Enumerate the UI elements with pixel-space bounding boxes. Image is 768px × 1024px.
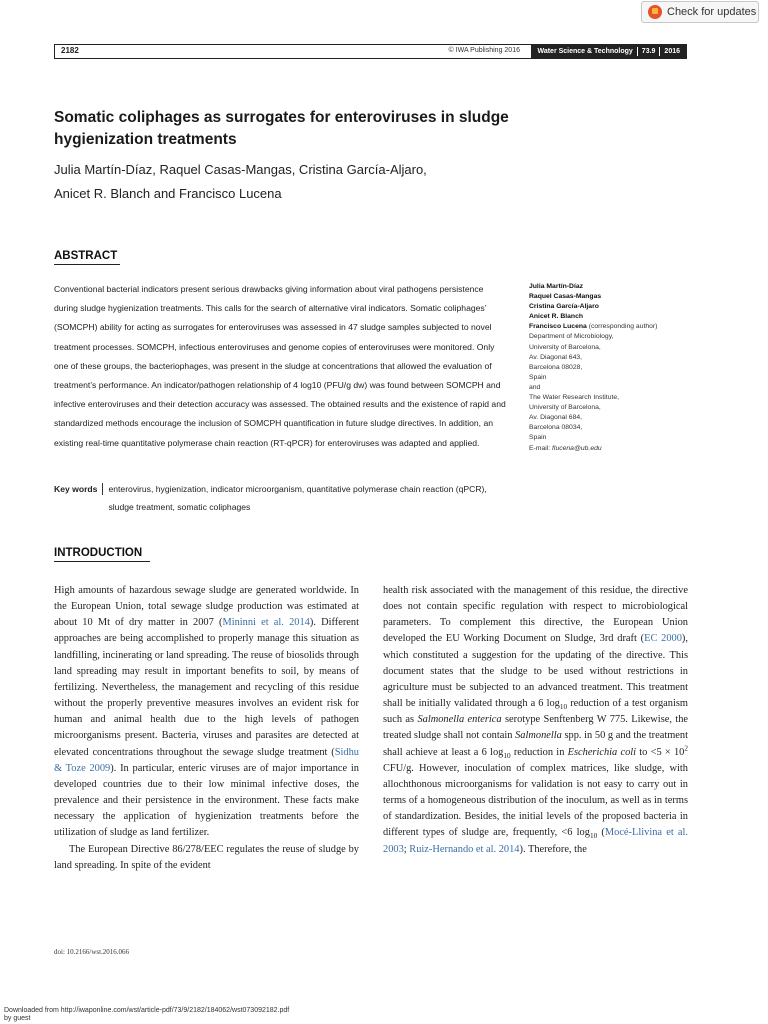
affil-author: Francisco Lucena	[529, 323, 587, 331]
text-run: ). Therefore, the	[519, 843, 587, 855]
affil-line: Av. Diagonal 684,	[529, 414, 583, 422]
affil-line: University of Barcelona,	[529, 404, 601, 412]
text-run: ). In particular, enteric viruses are of major importance in developed countries due to their low minimal infective doses, the prevalence and their persistence in the environment. These facts make necessary the application of hygienization treatments before the utilization of sludge as land fertilizer.	[54, 762, 359, 839]
publisher-line: © IWA Publishing 2016	[448, 47, 520, 54]
footer-line: Downloaded from http://iwaponline.com/wst/article-pdf/73/9/2182/184062/wst073092182.pdf	[4, 1007, 290, 1014]
affil-line: Department of Microbiology,	[529, 333, 614, 341]
running-header	[54, 44, 687, 59]
affil-line: Spain	[529, 434, 547, 442]
subscript: 10	[503, 751, 511, 760]
text-run: to <5 × 10	[636, 746, 685, 758]
superscript: 2	[684, 744, 688, 753]
journal-separator	[659, 47, 660, 56]
affil-line: Av. Diagonal 643,	[529, 353, 583, 361]
page-number: 2182	[61, 46, 79, 55]
body-column-right	[383, 583, 688, 858]
text-run: reduction of a test organism such as	[383, 698, 688, 726]
affil-email-line	[529, 444, 729, 454]
affil-author: Cristina García-Aljaro	[529, 303, 599, 311]
body-column-left	[54, 583, 359, 874]
citation-link[interactable]: EC 2000	[644, 633, 682, 645]
affil-line: Barcelona 08028,	[529, 363, 583, 371]
text-run: (	[597, 827, 605, 839]
citation-link[interactable]: Mocé-Llivina et al. 2003	[383, 827, 689, 855]
journal-name: Water Science & Technology	[537, 48, 633, 55]
corresponding-note: (corresponding author)	[588, 323, 658, 331]
keywords-text: enterovirus, hygienization, indicator microorganism, quantitative polymerase chain reaction (qPCR), sludge treatment, somatic coliphages	[108, 484, 487, 512]
update-badge-icon	[648, 5, 662, 19]
affil-corresponding-line	[529, 322, 729, 332]
paragraph	[383, 583, 688, 858]
subscript: 10	[559, 703, 568, 712]
download-footer	[4, 1007, 289, 1023]
species-name: Escherichia coli	[567, 746, 637, 758]
doi-line: doi: 10.2166/wst.2016.066	[54, 948, 130, 956]
text-run: reduction in	[510, 746, 568, 758]
text-run: health risk associated with the management of this residue, the directive does not contain specific regulation with respect to microbiological parameters. To complement this directive, the European Union developed the EU Working Document on Sludge, 3rd draft (	[383, 585, 688, 645]
email-link[interactable]: flucena@ub.edu	[552, 444, 602, 452]
citation-link[interactable]: Ruiz-Hernando et al. 2014	[409, 843, 520, 855]
text-run: CFU/g. However, inoculation of complex matrices, like sludge, with allochthonous microorganisms for validation is not easy to carry out in terms of a homogeneous distribution of the inoculum, as well as in terms of standardization. Besides, the initial levels of the proposed bacteria in different types of sludge are, frequently, <6 log	[383, 762, 688, 839]
keywords-label: Key words	[54, 484, 98, 494]
journal-bar	[531, 45, 686, 58]
affil-line: Spain	[529, 373, 547, 381]
check-for-updates-button[interactable]	[641, 1, 759, 23]
author-line-2: Anicet R. Blanch and Francisco Lucena	[54, 186, 282, 201]
keywords-block	[54, 480, 514, 516]
affil-author: Raquel Casas-Mangas	[529, 293, 602, 301]
abstract-heading: ABSTRACT	[54, 250, 120, 265]
check-for-updates-label: Check for updates	[667, 6, 757, 18]
email-label: E-mail:	[529, 444, 551, 452]
affil-line: and	[529, 383, 541, 391]
author-list	[54, 158, 514, 206]
species-name: Salmonella	[515, 730, 562, 742]
text-run: spp. in 50 g and the treatment shall achieve at least a 6 log	[383, 730, 688, 758]
affil-line: Barcelona 08034,	[529, 424, 583, 432]
paragraph	[54, 583, 359, 842]
journal-volume: 73.9	[641, 48, 656, 55]
footer-line: by guest	[4, 1015, 31, 1022]
journal-year: 2016	[664, 48, 680, 55]
keywords-divider	[102, 483, 103, 495]
species-name: Salmonella enterica	[417, 714, 502, 726]
author-line-1: Julia Martín-Díaz, Raquel Casas-Mangas, Cristina García-Aljaro,	[54, 162, 427, 177]
abstract-text: Conventional bacterial indicators present serious drawbacks giving information about viral pathogens persistence during sludge hygienization treatments. This calls for the search of alternative viral indicators. Somatic coliphages’ (SOMCPH) ability for acting as surrogates for enteroviruses was assessed in 47 sludge samples subjected to novel treatment processes. SOMCPH, infectious enteroviruses and genome copies of enteroviruses were monitored. Only one of these groups, the bacteriophages, was present in the sludge at concentrations that allowed the evaluation of treatment’s performance. An indicator/pathogen relationship of 4 log10 (PFU/g dw) was found between SOMCPH and infective enteroviruses and their detection accuracy was assessed. The obtained results and the existence of rapid and standardized methods encourage the inclusion of SOMCPH quantification in future sludge directives. In addition, an existing real-time quantitative polymerase chain reaction (RT-qPCR) for enteroviruses was adapted and applied.	[54, 284, 506, 448]
citation-link[interactable]: Mininni et al. 2014	[222, 617, 310, 629]
affil-line: University of Barcelona,	[529, 343, 601, 351]
citation-link[interactable]: Sidhu & Toze 2009	[54, 746, 359, 774]
text-run: ). Different approaches are being accomplished to properly manage this situation as landfilling, incinerating or land spreading. The reuse of biosolids through land spreading may result in important benefits to soil, by means of fertilizing. Nevertheless, the management and recycling of this residue without the properly preventive measures involves an evident risk for human and animal health due to the high levels of pathogen microorganisms present. Bacteria, viruses and parasites are detected at elevated concentrations throughout the sewage sludge treatment (	[54, 617, 360, 758]
affiliation-block	[529, 282, 729, 454]
affil-line: The Water Research Institute,	[529, 394, 620, 402]
article-title: Somatic coliphages as surrogates for enteroviruses in sludge hygienization treatments	[54, 109, 509, 148]
journal-separator	[637, 47, 638, 56]
text-run: ), which constituted a suggestion for the updating of the directive. This document states that the sludge to be used without restrictions in agriculture must be subjected to an advanced treatment. This treatment shall be initially validated through a 6 log	[383, 633, 688, 710]
subscript: 10	[589, 832, 598, 841]
affil-author: Julia Martín-Díaz	[529, 283, 584, 290]
introduction-heading: INTRODUCTION	[54, 547, 150, 562]
paragraph: The European Directive 86/278/EEC regulates the reuse of sludge by land spreading. In spite of the evident	[54, 843, 359, 871]
text-run: serotype Senftenberg W 775. Likewise, the treated sludge shall not contain	[383, 714, 688, 742]
affil-author: Anicet R. Blanch	[529, 313, 584, 321]
text-run: High amounts of hazardous sewage sludge are generated worldwide. In the European Union, total sewage sludge production was estimated at about 10 Mt of dry matter in 2007 (	[54, 585, 359, 629]
text-run: ;	[403, 843, 410, 855]
